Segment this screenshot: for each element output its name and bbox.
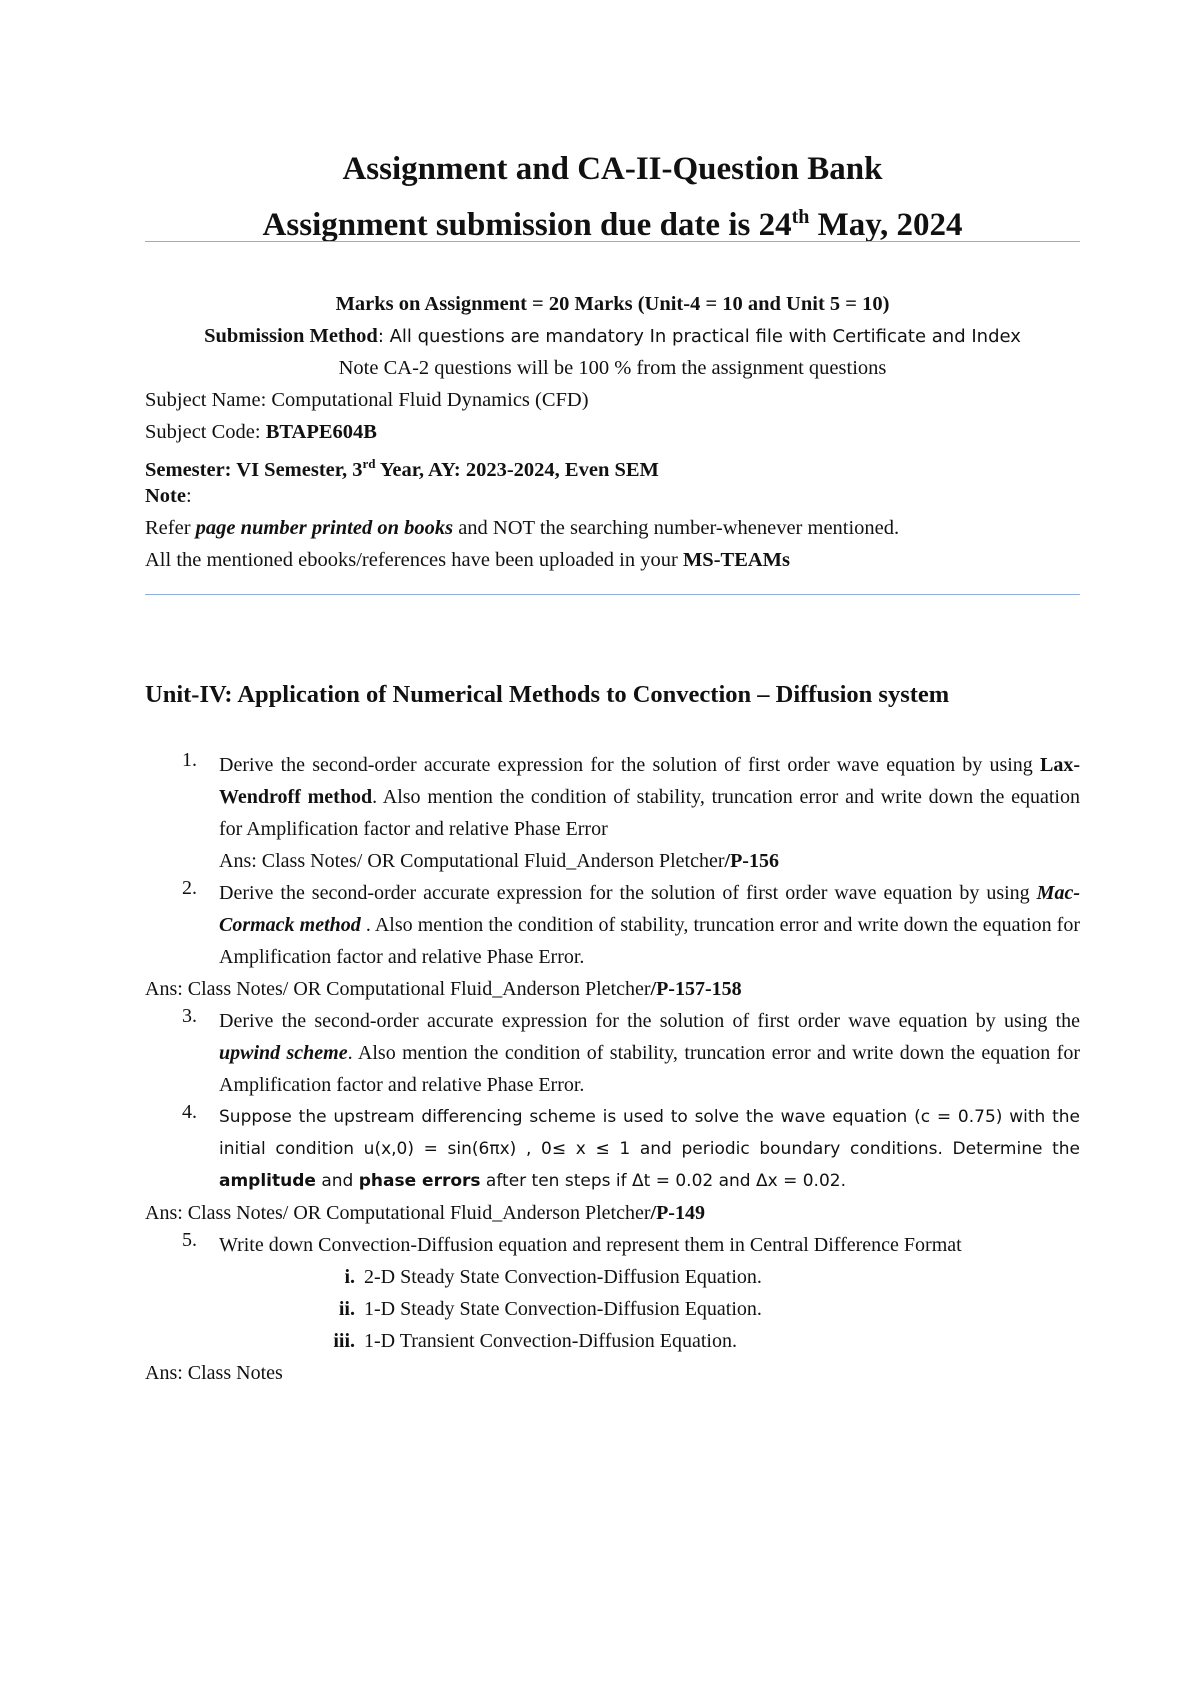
question-item [145, 1101, 1080, 1197]
roman-numeral: iii. [333, 1330, 355, 1352]
ms-teams-label: MS-TEAMs [682, 549, 790, 571]
question-text-part: after ten steps if Δt = 0.02 and Δx = 0.02. [480, 1171, 846, 1191]
semester-year: Year, AY: 2023-2024, Even SEM [375, 458, 659, 481]
answer-reference [145, 973, 1080, 1005]
refer-text: Refer [145, 517, 196, 539]
question-text-part: . Also mention the condition of stability, truncation error and write down the equation for Amplification factor and relative Phase Error. [219, 1042, 1080, 1096]
note-label: Note [145, 485, 186, 507]
question-text-part: and [315, 1171, 359, 1191]
page-number-note [145, 512, 1080, 544]
answer-page: /P-149 [650, 1202, 705, 1224]
question-number: 3. [182, 1005, 197, 1027]
answer-text: Ans: Class Notes/ OR Computational Fluid_Anderson Pletcher [145, 1202, 651, 1224]
assignment-info [145, 288, 1080, 576]
info-divider [145, 594, 1080, 595]
question-text [219, 1101, 1080, 1197]
answer-reference [145, 1197, 1080, 1229]
answer-reference [145, 845, 1080, 877]
note-colon: : [185, 485, 192, 507]
ebooks-note [145, 544, 1080, 576]
question-item [145, 1005, 1080, 1101]
question-text-part: Derive the second-order accurate expression for the solution of first order wave equation by using [219, 882, 1037, 904]
question-number: 1. [182, 749, 197, 771]
amplitude-term: amplitude [219, 1171, 316, 1191]
sub-question [145, 1261, 1080, 1293]
sub-question-text: 1-D Steady State Convection-Diffusion Equation. [364, 1298, 762, 1320]
subject-name-line: Subject Name: Computational Fluid Dynamics (CFD) [145, 389, 589, 411]
answer-text: Ans: Class Notes/ OR Computational Fluid_Anderson Pletcher [219, 850, 725, 872]
ca2-note-line: Note CA-2 questions will be 100 % from the assignment questions [338, 357, 887, 379]
answer-page: /P-156 [724, 850, 779, 872]
marks-line: Marks on Assignment = 20 Marks (Unit-4 = 10 and Unit 5 = 10) [335, 293, 890, 315]
question-text [219, 877, 1080, 973]
sub-question-text: 1-D Transient Convection-Diffusion Equation. [364, 1330, 737, 1352]
roman-numeral: ii. [338, 1298, 355, 1320]
answer-reference: Ans: Class Notes [145, 1362, 283, 1384]
submission-label: Submission Method [204, 325, 378, 347]
question-number: 4. [182, 1101, 197, 1123]
note-label-line [145, 480, 1080, 512]
header-divider [145, 241, 1080, 242]
roman-numeral: i. [344, 1266, 355, 1288]
refer-rest: and NOT the searching number-whenever mentioned. [453, 517, 900, 539]
answer-text: Ans: Class Notes/ OR Computational Fluid_Anderson Pletcher [145, 978, 651, 1000]
method-name: Mac-Cormack method [219, 882, 1080, 936]
ebooks-text: All the mentioned ebooks/references have been uploaded in your [145, 549, 683, 571]
title-due-text: Assignment submission due date is 24 [262, 207, 792, 243]
question-text-part: . Also mention the condition of stability, truncation error and write down the equation for Amplification factor and relative Phase Error [219, 786, 1080, 840]
subject-code: BTAPE604B [265, 421, 377, 443]
subject-code-line [145, 416, 1080, 448]
submission-method-line [145, 320, 1080, 352]
question-number: 5. [182, 1229, 197, 1251]
semester-text: Semester: VI Semester, 3 [145, 458, 363, 481]
sub-question [145, 1325, 1080, 1357]
question-text-part: Suppose the upstream differencing scheme is used to solve the wave equation (c = 0.75) with the initial condition u(x,0) = sin(6πx) , 0≤ x ≤ 1 and periodic boundary conditions. Determine the [219, 1107, 1080, 1159]
question-list [145, 749, 1080, 1389]
question-item [145, 1229, 1080, 1261]
question-text-part: . Also mention the condition of stability, truncation error and write down the equation for Amplification factor and relative Phase Error. [219, 914, 1080, 968]
unit-heading: Unit-IV: Application of Numerical Methods to Convection – Diffusion system [145, 681, 950, 708]
method-name: upwind scheme [219, 1042, 348, 1064]
question-text [219, 749, 1080, 845]
sub-question-text: 2-D Steady State Convection-Diffusion Equation. [364, 1266, 762, 1288]
subject-code-label: Subject Code: [145, 421, 266, 443]
question-text: Write down Convection-Diffusion equation and represent them in Central Difference Format [219, 1234, 962, 1256]
question-item [145, 877, 1080, 973]
semester-suffix: rd [362, 456, 376, 471]
phase-errors-term: phase errors [358, 1171, 481, 1191]
sub-question [145, 1293, 1080, 1325]
question-number: 2. [182, 877, 197, 899]
semester-line [145, 448, 1080, 480]
submission-text: : All questions are mandatory In practical file with Certificate and Index [377, 326, 1021, 347]
refer-emphasis: page number printed on books [195, 517, 454, 539]
method-name: Lax-Wendroff method [219, 754, 1080, 808]
title-line-1: Assignment and CA-II-Question Bank [342, 151, 883, 187]
question-text-part: Derive the second-order accurate expression for the solution of first order wave equation by using [219, 754, 1040, 776]
question-item [145, 749, 1080, 845]
question-text [219, 1005, 1080, 1101]
title-date-suffix: th [791, 206, 810, 228]
document-title [145, 145, 1080, 249]
title-due-month: May, 2024 [809, 207, 963, 243]
question-text-part: Derive the second-order accurate expression for the solution of first order wave equation by using the [219, 1010, 1080, 1032]
answer-page: /P-157-158 [650, 978, 742, 1000]
